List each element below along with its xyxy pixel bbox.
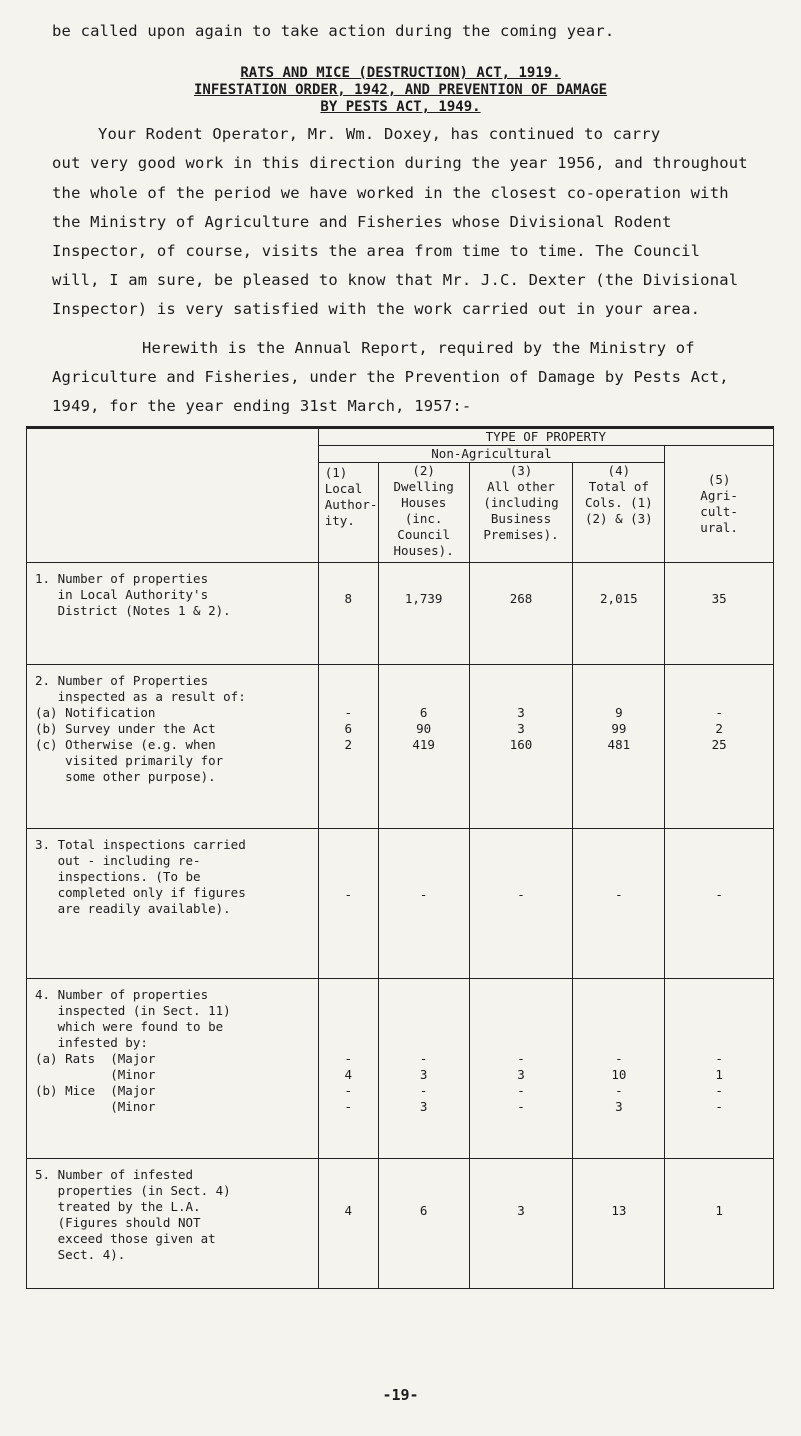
heading-2: INFESTATION ORDER, 1942, AND PREVENTION OF DAMAGE [193,82,607,98]
paragraph2-line: 1949, for the year ending 31st March, 1957:- [52,397,472,415]
cell: 13 [573,1159,665,1289]
cell: 3 3 160 [469,665,573,829]
cell: 3 [469,1159,573,1289]
cell: - [318,829,378,979]
row-label: 2. Number of Properties inspected as a result of: (a) Notification (b) Survey under the Act (c) Otherwise (e.g. when visited primarily for some other purpose). [27,665,319,829]
inspection-table [26,426,774,1289]
cell: 268 [469,563,573,665]
cell: 1 [665,1159,774,1289]
page-number: -19- [382,1386,419,1404]
paragraph1-line: will, I am sure, be pleased to know that Mr. J.C. Dexter (the Divisional [52,271,739,289]
col4-header: (4) Total of Cols. (1) (2) & (3) [573,463,665,563]
cell: 6 90 419 [378,665,469,829]
paragraph1-line: Inspector, of course, visits the area from time to time. The Council [52,242,701,260]
paragraph1-line: the whole of the period we have worked in the closest co-operation with [52,184,729,202]
cell: 6 [378,1159,469,1289]
cell: - [573,829,665,979]
cell: - 4 - - [318,979,378,1159]
cell: 35 [665,563,774,665]
table-corner [27,428,319,563]
table-row [27,1159,774,1289]
cell: - 10 - 3 [573,979,665,1159]
cell: - 3 - - [469,979,573,1159]
heading-3: BY PESTS ACT, 1949. [320,99,481,115]
cell: - [469,829,573,979]
table-row [27,665,774,829]
non-agricultural-header: Non-Agricultural [318,446,665,463]
heading-1: RATS AND MICE (DESTRUCTION) ACT, 1919. [240,65,561,81]
intro-line: be called upon again to take action during the coming year. [52,22,615,40]
paragraph2-line: Herewith is the Annual Report, required by the Ministry of [142,339,695,357]
paragraph2-line: Agriculture and Fisheries, under the Prevention of Damage by Pests Act, [52,368,729,386]
cell: - [665,829,774,979]
row-label: 4. Number of properties inspected (in Sect. 11) which were found to be infested by: (a) Rats (Major (Minor (b) Mice (Major (Minor [27,979,319,1159]
cell: 1,739 [378,563,469,665]
col2-header: (2) Dwelling Houses (inc. Council Houses). [378,463,469,563]
paragraph1-line: Your Rodent Operator, Mr. Wm. Doxey, has continued to carry [98,125,661,143]
col5-header: (5) Agri- cult- ural. [665,446,774,563]
cell: - [378,829,469,979]
col1-header: (1) Local Author- ity. [318,463,378,563]
paragraph1-line: out very good work in this direction during the year 1956, and throughout [52,154,748,172]
paragraph1-line: the Ministry of Agriculture and Fisheries whose Divisional Rodent [52,213,672,231]
col3-header: (3) All other (including Business Premises). [469,463,573,563]
paragraph1-line: Inspector) is very satisfied with the work carried out in your area. [52,300,701,318]
cell: - 2 25 [665,665,774,829]
row-label: 3. Total inspections carried out - including re- inspections. (To be completed only if figures are readily available). [27,829,319,979]
table-row [27,979,774,1159]
cell: 9 99 481 [573,665,665,829]
row-label: 1. Number of properties in Local Authority's District (Notes 1 & 2). [27,563,319,665]
cell: 4 [318,1159,378,1289]
cell: 8 [318,563,378,665]
table-row [27,563,774,665]
cell: - 1 - - [665,979,774,1159]
table-row [27,829,774,979]
cell: - 3 - 3 [378,979,469,1159]
row-label: 5. Number of infested properties (in Sect. 4) treated by the L.A. (Figures should NOT exceed those given at Sect. 4). [27,1159,319,1289]
cell: - 6 2 [318,665,378,829]
cell: 2,015 [573,563,665,665]
type-of-property-header: TYPE OF PROPERTY [318,428,773,446]
